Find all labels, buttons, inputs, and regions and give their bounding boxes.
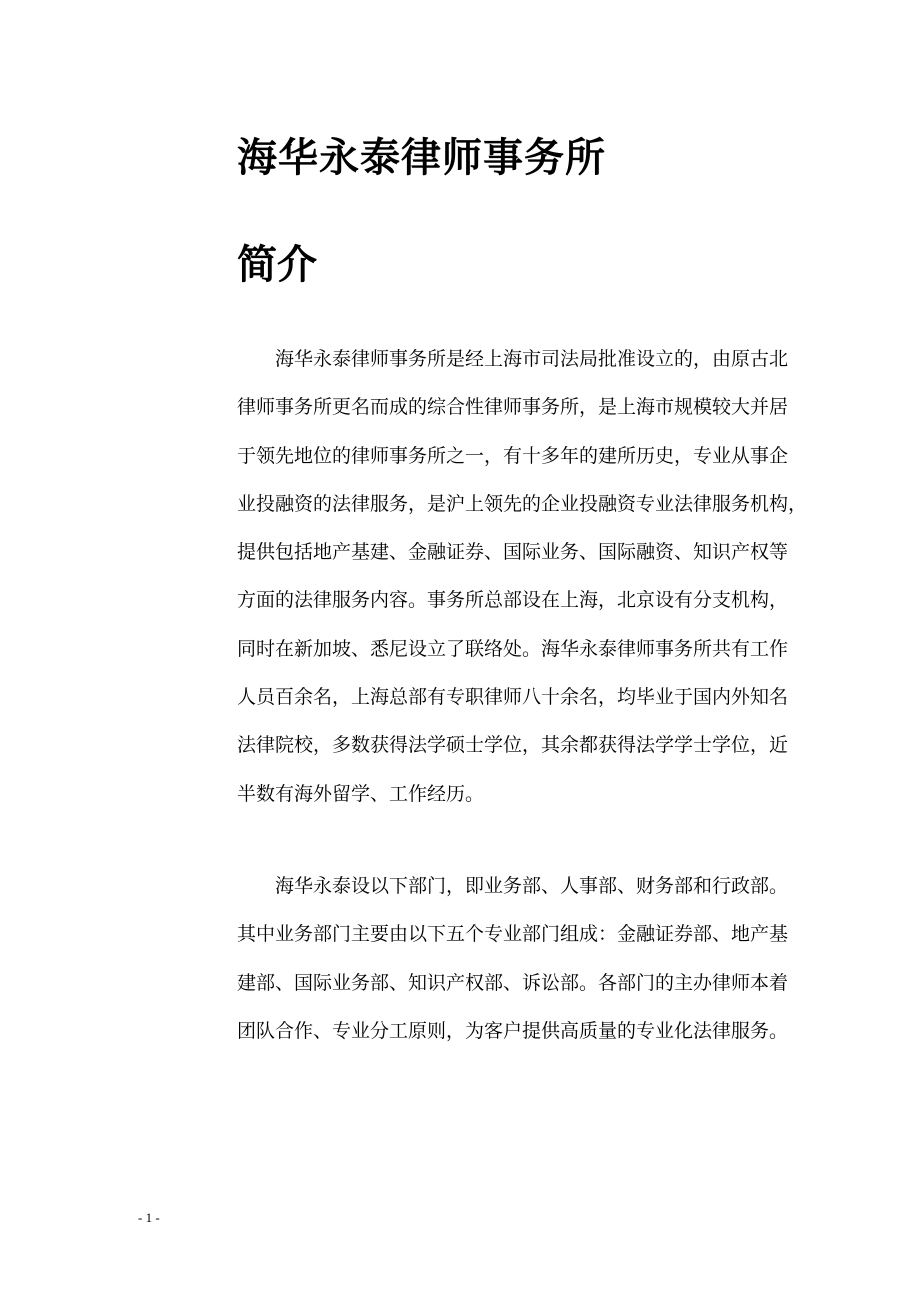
paragraph-departments [237, 863, 789, 1056]
document-subtitle: 简介 [237, 242, 317, 287]
text-line: 于领先地位的律师事务所之一，有十多年的建所历史，专业从事企 [237, 445, 789, 467]
paragraph-intro [237, 336, 808, 819]
text-line: 人员百余名，上海总部有专职律师八十余名，均毕业于国内外知名 [237, 687, 789, 709]
text-line: 团队合作、专业分工原则，为客户提供高质量的专业化法律服务。 [237, 1020, 789, 1042]
text-line: 业投融资的法律服务，是沪上领先的企业投融资专业法律服务机构， [237, 493, 808, 515]
text-line: 律师事务所更名而成的综合性律师事务所，是上海市规模较大并居 [237, 397, 789, 419]
page-number: - 1 - [138, 1210, 160, 1225]
text-line: 半数有海外留学、工作经历。 [237, 783, 485, 805]
text-line: 海华永泰设以下部门，即业务部、人事部、财务部和行政部。 [275, 876, 789, 897]
text-line: 提供包括地产基建、金融证券、国际业务、国际融资、知识产权等 [237, 542, 789, 564]
text-line: 同时在新加坡、悉尼设立了联络处。海华永泰律师事务所共有工作 [237, 638, 789, 660]
text-line: 建部、国际业务部、知识产权部、诉讼部。各部门的主办律师本着 [237, 972, 789, 994]
text-line: 海华永泰律师事务所是经上海市司法局批准设立的，由原古北 [275, 349, 789, 370]
text-line: 方面的法律服务内容。事务所总部设在上海，北京设有分支机构， [237, 590, 789, 612]
document-title: 海华永泰律师事务所 [237, 135, 606, 180]
text-line: 其中业务部门主要由以下五个专业部门组成：金融证券部、地产基 [237, 924, 789, 946]
text-line: 法律院校，多数获得法学硕士学位，其余都获得法学学士学位，近 [237, 735, 789, 757]
